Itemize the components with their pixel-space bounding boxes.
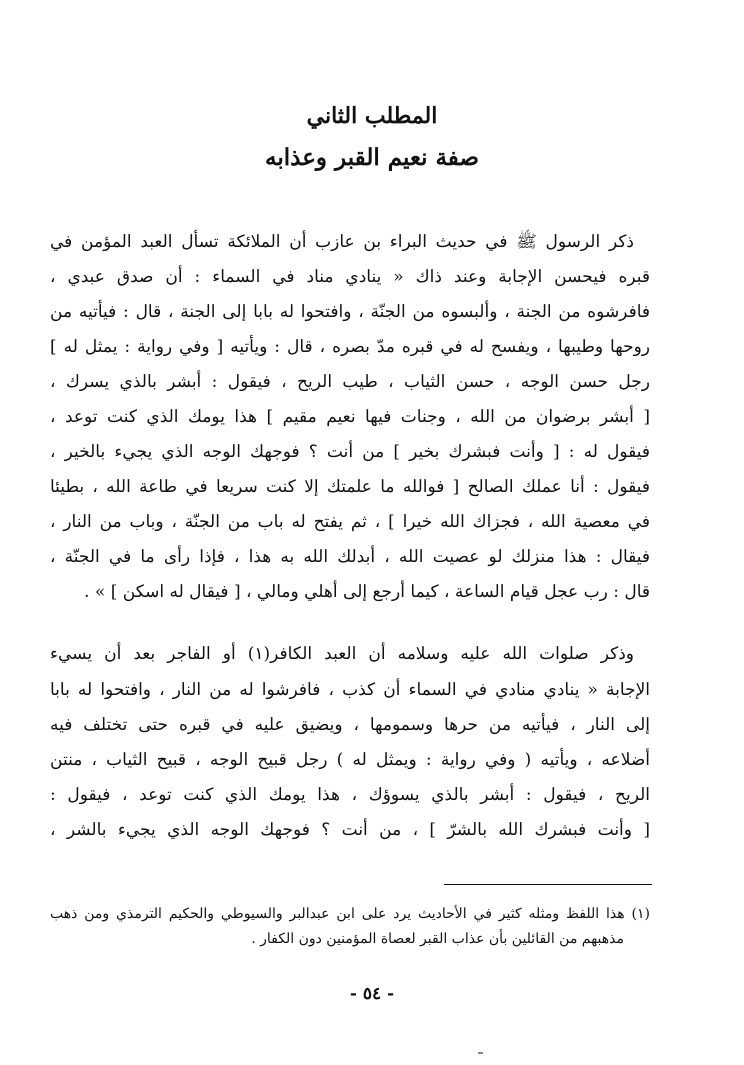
text-line: الإجابة « ينادي منادي في السماء أن كذب ، فافرشوا له من النار ، وافتحوا له بابا xyxy=(50,680,650,700)
page-number: - ٥٤ - xyxy=(349,984,395,1004)
text-line: ذكر الرسول ﷺ في حديث البراء بن عازب أن الملائكة تسأل العبد المؤمن في xyxy=(50,232,634,252)
section-heading: المطلب الثاني xyxy=(306,103,438,129)
text-line: قال : رب عجل قيام الساعة ، كيما أرجع إلى أهلي ومالي ، [ فيقال له اسكن ] » . xyxy=(84,582,650,602)
text-line: فيقال : هذا منزلك لو عصيت الله ، أبدلك الله به هذا ، فإذا رأى ما في الجنّة ، xyxy=(50,547,650,567)
text-line: وذكر صلوات الله عليه وسلامه أن العبد الكافر(١) أو الفاجر بعد أن يسيء xyxy=(50,644,634,664)
text-line: روحها وطيبها ، ويفسح له في قبره مدّ بصره ، قال : ويأتيه [ وفي رواية : يمثل له ] xyxy=(50,337,650,357)
text-line: [ وأنت فبشرك الله بالشرّ ] ، من أنت ؟ فوجهك الوجه الذي يجيء بالشر ، xyxy=(50,820,650,840)
text-line: أضلاعه ، ويأتيه ( وفي رواية : ويمثل له ) رجل قبيح الوجه ، قبيح الثياب ، منتن xyxy=(50,750,650,770)
section-subheading: صفة نعيم القبر وعذابه xyxy=(265,144,479,171)
text-line: قبره فيحسن الإجابة وعند ذاك « ينادي مناد في السماء : أن صدق عبدي ، xyxy=(50,267,650,287)
text-line: فافرشوه من الجنة ، وألبسوه من الجنّة ، وافتحوا له بابا إلى الجنة ، قال : فيأتيه من xyxy=(50,302,650,322)
text-line: في معصية الله ، فجزاك الله خيرا ] ، ثم يفتح له باب من الجنّة ، وباب من النار ، xyxy=(50,512,650,532)
text-line: الريح ، فيقول : أبشر بالذي يسوؤك ، هذا يومك الذي كنت توعد ، فيقول : xyxy=(50,785,650,805)
footnote-line: (١) هذا اللفظ ومثله كثير في الأحاديث يرد على ابن عبدالبر والسيوطي والحكيم الترمذي ومن ذهب xyxy=(50,906,650,922)
text-line: إلى النار ، فيأتيه من حرها وسمومها ، ويضيق عليه في قبره حتى تختلف فيه xyxy=(50,715,650,735)
scan-speck xyxy=(478,1052,483,1054)
footnote-line: مذهبهم من القائلين بأن عذاب القبر لعصاة المؤمنين دون الكفار . xyxy=(251,931,624,947)
text-line: رجل حسن الوجه ، حسن الثياب ، طيب الريح ، فيقول : أبشر بالذي يسرك ، xyxy=(50,372,650,392)
text-line: [ أبشر برضوان من الله ، وجنات فيها نعيم مقيم ] هذا يومك الذي كنت توعد ، xyxy=(50,407,650,427)
footnote-separator xyxy=(444,884,652,885)
text-line: فيقول : أنا عملك الصالح [ فوالله ما علمتك إلا كنت سريعا في طاعة الله ، بطيئا xyxy=(50,477,650,497)
text-line: فيقول له : [ وأنت فبشرك بخير ] من أنت ؟ فوجهك الوجه الذي يجيء بالخير ، xyxy=(50,442,650,462)
